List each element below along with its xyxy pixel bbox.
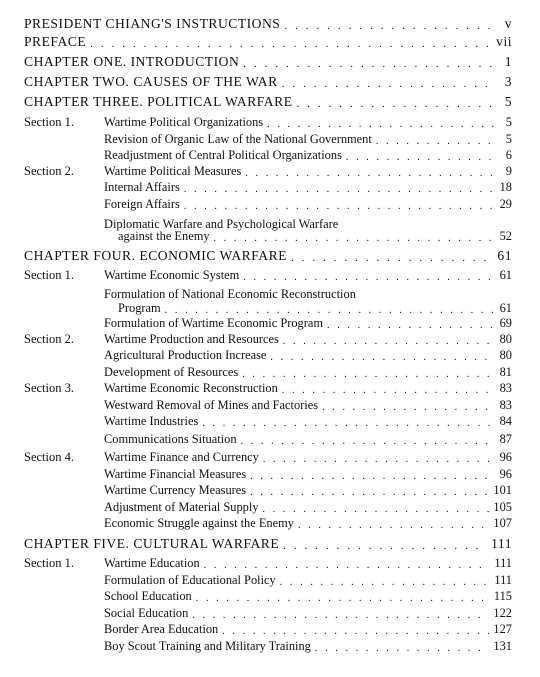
- page-number: 83: [499, 398, 512, 412]
- toc-section-row: [24, 606, 512, 621]
- toc-section-row: [24, 148, 512, 163]
- page-number: 131: [493, 639, 512, 653]
- toc-section-row: [24, 164, 512, 179]
- toc-section-row: [24, 622, 512, 637]
- dot-leader: [270, 352, 494, 363]
- page-number: 127: [493, 622, 512, 636]
- toc-section-row: [24, 500, 512, 515]
- page-number: 83: [499, 381, 512, 395]
- dot-leader: [250, 487, 489, 498]
- page-number: 96: [499, 450, 512, 464]
- entry-title: Wartime Political Measures: [104, 164, 242, 178]
- dot-leader: [315, 643, 490, 654]
- section-label: Section 3.: [24, 381, 74, 395]
- entry-title: Economic Struggle against the Enemy: [104, 516, 294, 530]
- entry-title: Wartime Financial Measures: [104, 467, 247, 481]
- page-number: 80: [499, 348, 512, 362]
- page-number: 87: [499, 432, 512, 446]
- dot-leader: [245, 168, 494, 179]
- page-number: 61: [499, 268, 512, 282]
- toc-section-row: [24, 268, 512, 283]
- entry-title: Foreign Affairs: [104, 197, 180, 211]
- page-number: 5: [505, 115, 512, 129]
- dot-leader: [297, 98, 495, 110]
- dot-leader: [346, 152, 494, 163]
- toc-section-row: [24, 414, 512, 429]
- page-number: 84: [499, 414, 512, 428]
- dot-leader: [283, 336, 494, 347]
- toc-entry-text: Formulation of National Economic Reconstruction: [104, 287, 356, 301]
- page-number: 29: [499, 197, 512, 211]
- page-number: 111: [494, 573, 512, 587]
- entry-title: Wartime Finance and Currency: [104, 450, 259, 464]
- dot-leader: [283, 540, 487, 552]
- toc-section-row: [24, 398, 512, 413]
- page-number: 1: [504, 54, 512, 69]
- page-number: v: [504, 16, 512, 31]
- dot-leader: [214, 233, 494, 244]
- dot-leader: [284, 20, 494, 32]
- toc-chapter-row: [24, 74, 512, 90]
- section-label: Section 2.: [24, 164, 74, 178]
- entry-title: CHAPTER ONE. INTRODUCTION: [24, 54, 240, 69]
- dot-leader: [263, 454, 494, 465]
- page-number: 111: [491, 536, 512, 551]
- dot-leader: [202, 418, 494, 429]
- toc-section-row: [24, 132, 512, 147]
- dot-leader: [322, 402, 494, 413]
- dot-leader: [280, 577, 491, 588]
- page-number: 52: [499, 229, 512, 243]
- dot-leader: [243, 58, 494, 70]
- entry-title: Boy Scout Training and Military Training: [104, 639, 311, 653]
- dot-leader: [242, 369, 494, 380]
- page-number: 80: [499, 332, 512, 346]
- entry-title: CHAPTER FOUR. ECONOMIC WARFARE: [24, 248, 287, 263]
- page-number: 105: [493, 500, 512, 514]
- dot-leader: [250, 471, 494, 482]
- section-label: Section 1.: [24, 556, 74, 570]
- entry-title: PREFACE: [24, 34, 87, 49]
- page-number: 5: [504, 94, 512, 109]
- entry-title: Social Education: [104, 606, 189, 620]
- entry-title: Revision of Organic Law of the National Government: [104, 132, 372, 146]
- toc-chapter-row: [24, 248, 512, 264]
- page-number: 61: [499, 301, 512, 315]
- dot-leader: [327, 320, 494, 331]
- toc-section-row: [24, 316, 512, 331]
- page-number: 111: [494, 556, 512, 570]
- toc-section-row: [24, 348, 512, 363]
- toc-chapter-row: [24, 536, 512, 552]
- toc-section-row: [24, 516, 512, 531]
- section-label: Section 4.: [24, 450, 74, 464]
- entry-title: Wartime Industries: [104, 414, 199, 428]
- toc-section-row: [24, 301, 512, 316]
- dot-leader: [204, 560, 491, 571]
- entry-title: CHAPTER FIVE. CULTURAL WARFARE: [24, 536, 280, 551]
- page-number: 3: [504, 74, 512, 89]
- dot-leader: [165, 305, 494, 316]
- dot-leader: [184, 201, 494, 212]
- entry-title: Wartime Economic Reconstruction: [104, 381, 278, 395]
- dot-leader: [267, 119, 494, 130]
- toc-section-row: [24, 483, 512, 498]
- dot-leader: [376, 136, 494, 147]
- dot-leader: [263, 504, 490, 515]
- entry-title: Formulation of Educational Policy: [104, 573, 276, 587]
- entry-title: against the Enemy: [118, 229, 210, 243]
- page-number: 81: [499, 365, 512, 379]
- toc-section-row: [24, 432, 512, 447]
- entry-title: Development of Resources: [104, 365, 239, 379]
- dot-leader: [192, 610, 489, 621]
- entry-title: Wartime Political Organizations: [104, 115, 264, 129]
- page-number: 6: [505, 148, 512, 162]
- toc-section-row: [24, 365, 512, 380]
- dot-leader: [298, 520, 489, 531]
- toc-section-row: [24, 556, 512, 571]
- entry-title: Program: [118, 301, 161, 315]
- toc-section-row: [24, 115, 512, 130]
- entry-title: Wartime Currency Measures: [104, 483, 247, 497]
- toc-section-row: [24, 381, 512, 396]
- entry-title: Wartime Production and Resources: [104, 332, 279, 346]
- dot-leader: [282, 78, 494, 90]
- toc-entry-text: Diplomatic Warfare and Psychological Warfare: [104, 217, 339, 231]
- entry-title: School Education: [104, 589, 192, 603]
- dot-leader: [291, 252, 493, 264]
- dot-leader: [222, 626, 489, 637]
- toc-chapter-row: [24, 16, 512, 32]
- entry-title: PRESIDENT CHIANG'S INSTRUCTIONS: [24, 16, 281, 31]
- page-number: vii: [496, 34, 512, 49]
- dot-leader: [243, 272, 494, 283]
- toc-section-row: [24, 229, 512, 244]
- entry-title: Border Area Education: [104, 622, 219, 636]
- toc-section-row: [24, 180, 512, 195]
- section-label: Section 2.: [24, 332, 74, 346]
- entry-title: Readjustment of Central Political Organizations: [104, 148, 342, 162]
- page-number: 101: [493, 483, 512, 497]
- entry-title: CHAPTER THREE. POLITICAL WARFARE: [24, 94, 293, 109]
- page-number: 69: [499, 316, 512, 330]
- toc-section-row: [24, 467, 512, 482]
- toc-chapter-row: [24, 94, 512, 110]
- page-number: 5: [505, 132, 512, 146]
- page-number: 96: [499, 467, 512, 481]
- toc-section-row: [24, 450, 512, 465]
- entry-title: Wartime Economic System: [104, 268, 240, 282]
- toc-chapter-row: [24, 34, 512, 50]
- toc-section-row: [24, 332, 512, 347]
- toc-section-row: [24, 573, 512, 588]
- entry-title: Formulation of Wartime Economic Program: [104, 316, 324, 330]
- entry-title: Communications Situation: [104, 432, 237, 446]
- entry-title: CHAPTER TWO. CAUSES OF THE WAR: [24, 74, 278, 89]
- dot-leader: [196, 593, 490, 604]
- entry-title: Internal Affairs: [104, 180, 180, 194]
- section-label: Section 1.: [24, 115, 74, 129]
- entry-title: Wartime Education: [104, 556, 200, 570]
- section-label: Section 1.: [24, 268, 74, 282]
- toc-section-row: [24, 589, 512, 604]
- toc-section-row: [24, 639, 512, 654]
- dot-leader: [241, 436, 494, 447]
- page-number: 61: [497, 248, 512, 263]
- page-number: 18: [499, 180, 512, 194]
- entry-title: Westward Removal of Mines and Factories: [104, 398, 319, 412]
- toc-section-row: [24, 197, 512, 212]
- dot-leader: [90, 38, 492, 50]
- page-number: 115: [493, 589, 512, 603]
- entry-title: Adjustment of Material Supply: [104, 500, 259, 514]
- page-number: 9: [505, 164, 512, 178]
- dot-leader: [184, 184, 494, 195]
- entry-title: Agricultural Production Increase: [104, 348, 267, 362]
- page-number: 122: [493, 606, 512, 620]
- page-number: 107: [493, 516, 512, 530]
- dot-leader: [282, 385, 494, 396]
- toc-chapter-row: [24, 54, 512, 70]
